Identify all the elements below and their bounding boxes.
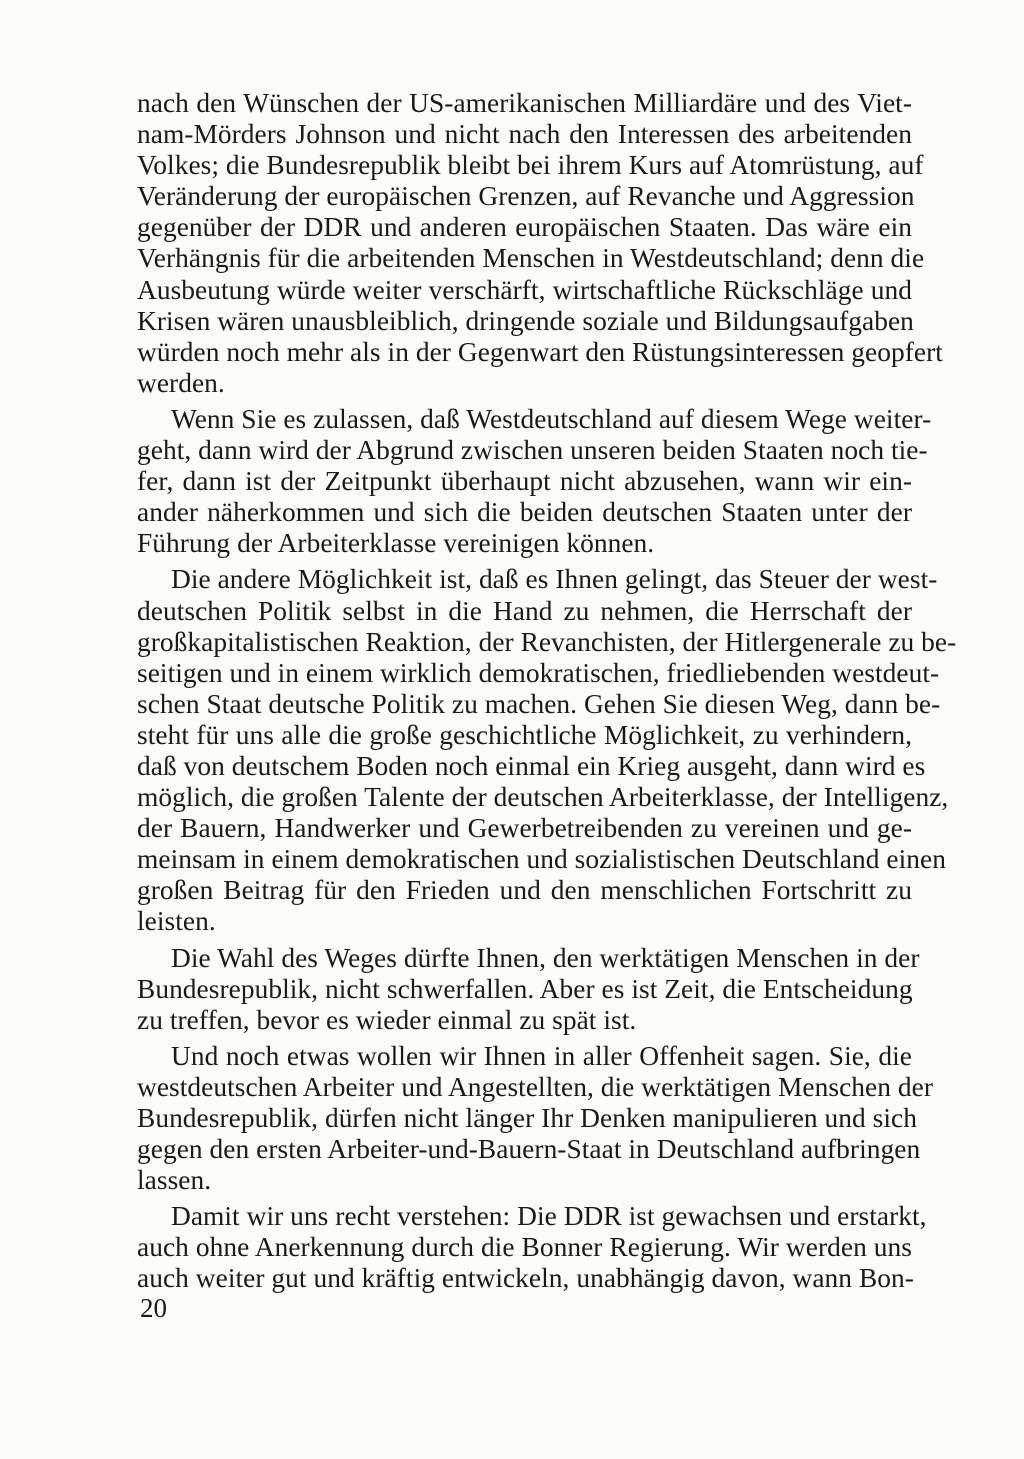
- text-line: großen Beitrag für den Frieden und den menschlichen Fortschritt zu: [137, 875, 912, 906]
- text-line: Verhängnis für die arbeitenden Menschen in Westdeutschland; denn die: [137, 243, 925, 274]
- text-line: geht, dann wird der Abgrund zwischen unseren beiden Staaten noch tie-: [137, 435, 928, 466]
- paragraph-6: [137, 1201, 927, 1294]
- text-line: Und noch etwas wollen wir Ihnen in aller Offenheit sagen. Sie, die: [171, 1040, 912, 1071]
- text-line: werden.: [137, 367, 225, 398]
- text-line: Wenn Sie es zulassen, daß Westdeutschland auf diesem Wege weiter-: [171, 403, 932, 434]
- text-line: gegen den ersten Arbeiter-und-Bauern-Staat in Deutschland aufbringen: [137, 1134, 921, 1165]
- paragraph-5: [137, 1040, 934, 1196]
- text-line: steht für uns alle die große geschichtliche Möglichkeit, zu verhindern,: [137, 719, 912, 750]
- text-line: würden noch mehr als in der Gegenwart den Rüstungsinteressen geopfert: [137, 336, 943, 367]
- text-line: gegenüber der DDR und anderen europäischen Staaten. Das wäre ein: [137, 212, 912, 243]
- text-line: Bundesrepublik, dürfen nicht länger Ihr Denken manipulieren und sich: [137, 1103, 918, 1133]
- text-line: möglich, die großen Talente der deutschen Arbeiterklasse, der Intelligenz,: [137, 782, 949, 813]
- text-line: ander näherkommen und sich die beiden deutschen Staaten unter der: [137, 497, 912, 528]
- text-line: deutschen Politik selbst in die Hand zu nehmen, die Herrschaft der: [137, 595, 912, 626]
- text-line: seitigen und in einem wirklich demokratischen, friedliebenden westdeut-: [137, 657, 940, 688]
- text-line: auch weiter gut und kräftig entwickeln, unabhängig davon, wann Bon-: [137, 1263, 914, 1294]
- text-line: Damit wir uns recht verstehen: Die DDR ist gewachsen und erstarkt,: [171, 1201, 927, 1232]
- text-line: Krisen wären unausbleiblich, dringende soziale und Bildungsaufgaben: [137, 305, 914, 336]
- text-line: fer, dann ist der Zeitpunkt überhaupt nicht abzusehen, wann wir ein-: [137, 466, 912, 497]
- text-line: Veränderung der europäischen Grenzen, auf Revanche und Aggression: [137, 181, 915, 212]
- text-line: nam-Mörders Johnson und nicht nach den Interessen des arbeitenden: [137, 119, 912, 150]
- text-line: auch ohne Anerkennung durch die Bonner Regierung. Wir werden uns: [137, 1232, 912, 1263]
- text-line: Die andere Möglichkeit ist, daß es Ihnen gelingt, das Steuer der west-: [171, 564, 938, 595]
- paragraph-2: [137, 403, 932, 559]
- text-line: Die Wahl des Weges dürfte Ihnen, den werktätigen Menschen in der: [171, 942, 920, 973]
- text-line: schen Staat deutsche Politik zu machen. Gehen Sie diesen Weg, dann be-: [137, 688, 941, 719]
- text-line: zu treffen, bevor es wieder einmal zu spät ist.: [137, 1004, 637, 1035]
- text-line: Bundesrepublik, nicht schwerfallen. Aber es ist Zeit, die Entscheidung: [137, 973, 913, 1004]
- text-line: nach den Wünschen der US-amerikanischen Milliardäre und des Viet-: [137, 88, 912, 118]
- paragraph-3: [137, 564, 957, 937]
- text-line: westdeutschen Arbeiter und Angestellten, die werktätigen Menschen der: [137, 1071, 934, 1102]
- body-text: [137, 88, 957, 1295]
- text-line: der Bauern, Handwerker und Gewerbetreibenden zu vereinen und ge-: [137, 813, 912, 844]
- text-line: leisten.: [137, 906, 216, 937]
- text-line: lassen.: [137, 1165, 212, 1196]
- text-line: großkapitalistischen Reaktion, der Revanchisten, der Hitlergenerale zu be-: [137, 626, 957, 657]
- page-number: 20: [140, 1293, 167, 1323]
- paragraph-4: [137, 942, 920, 1036]
- text-line: Ausbeutung würde weiter verschärft, wirtschaftliche Rückschläge und: [137, 274, 912, 305]
- paragraph-1: [137, 88, 943, 399]
- text-line: Führung der Arbeiterklasse vereinigen können.: [137, 528, 655, 559]
- text-line: daß von deutschem Boden noch einmal ein Krieg ausgeht, dann wird es: [137, 750, 926, 781]
- text-line: meinsam in einem demokratischen und sozialistischen Deutschland einen: [137, 844, 946, 875]
- text-line: Volkes; die Bundesrepublik bleibt bei ihrem Kurs auf Atomrüstung, auf: [137, 150, 924, 181]
